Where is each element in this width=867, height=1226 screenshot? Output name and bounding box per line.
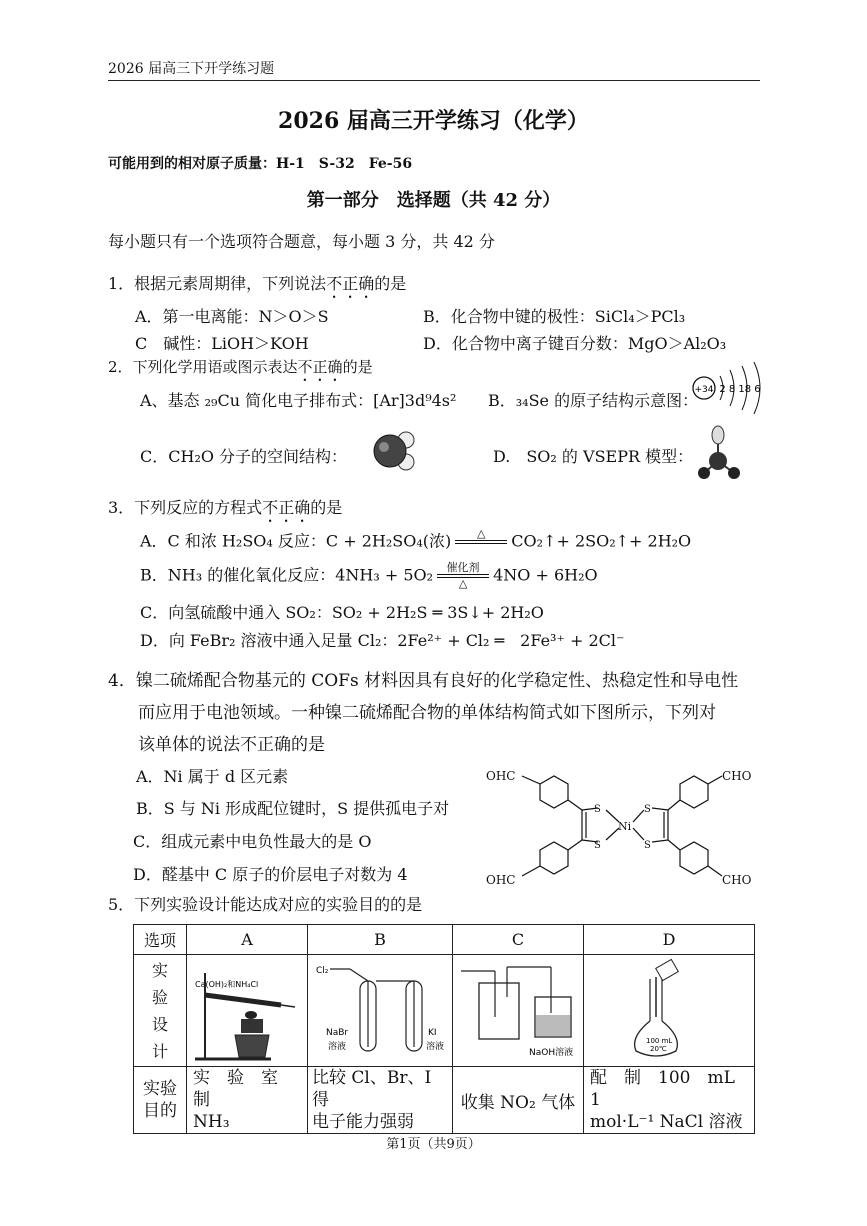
q1-option-b: B．化合物中键的极性：SiCl₄＞PCl₃ xyxy=(423,307,686,326)
table-header-d: D xyxy=(584,925,755,955)
design-label-char-4: 计 xyxy=(151,1041,168,1061)
apparatus-a-cell xyxy=(187,955,308,1067)
q3-a-condition: △ xyxy=(477,527,486,540)
q4-option-a: A．Ni 属于 d 区元素 xyxy=(136,767,289,786)
ammonia-prep-apparatus xyxy=(191,957,303,1063)
q3-a-reactants: A．C 和浓 H₂SO₄ 反应：C + 2H₂SO₄(浓) xyxy=(140,531,452,551)
q4-option-c: C．组成元素中电负性最大的是 O xyxy=(133,832,372,851)
naoh-label: NaOH溶液 xyxy=(529,1048,574,1058)
table-header-option: 选项 xyxy=(134,925,187,955)
ohc-label-top: OHC xyxy=(486,769,516,783)
q5-options-table xyxy=(133,924,755,1134)
q3-b-catalyst: 催化剂 xyxy=(446,561,480,574)
no2-collection-apparatus xyxy=(455,957,581,1063)
q3-a-condition-arrow xyxy=(455,528,507,556)
q3-stem-emph: 不正确 xyxy=(262,498,311,517)
design-label-char-1: 实 xyxy=(151,960,168,980)
apparatus-c-cell xyxy=(453,955,584,1067)
q2-option-a: A、基态 ₂₉Cu 简化电子排布式：[Ar]3d⁹4s² xyxy=(140,391,457,410)
page-footer: 第1页（共9页） xyxy=(386,1137,481,1152)
q3-option-d: D．向 FeBr₂ 溶液中通入足量 Cl₂：2Fe²⁺ + Cl₂ ═ 2Fe³⁺ + 2Cl⁻ xyxy=(140,631,625,650)
ch2o-model-icon xyxy=(368,428,422,474)
cho-label-bottom: CHO xyxy=(722,873,752,887)
purpose-c xyxy=(453,1067,584,1134)
cho-label-top: CHO xyxy=(722,769,752,783)
table-header-row xyxy=(134,925,755,955)
volumetric-flask-apparatus xyxy=(610,957,720,1063)
q3-b-reactants: B．NH₃ 的催化氧化反应：4NH₃ + 5O₂ xyxy=(140,565,434,585)
part1-heading: 第一部分 选择题（共 42 分） xyxy=(306,190,561,211)
cl2-label: Cl₂ xyxy=(316,966,329,976)
table-label-design xyxy=(134,955,187,1067)
table-row-purpose xyxy=(134,1067,755,1134)
ki-solution-label: 溶液 xyxy=(426,1042,445,1052)
q4-option-b: B．S 与 Ni 形成配位键时，S 提供孤电子对 xyxy=(136,799,450,818)
se-nucleus-label: +34 xyxy=(694,385,714,395)
q4-stem-line3: 该单体的说法不正确的是 xyxy=(138,735,325,755)
q3-stem-post: 的是 xyxy=(310,498,343,517)
q3-option-c: C．向氢硫酸中通入 SO₂：SO₂ + 2H₂S ═ 3S↓+ 2H₂O xyxy=(140,603,544,622)
part1-instructions: 每小题只有一个选项符合题意，每小题 3 分，共 42 分 xyxy=(108,232,495,251)
q2-option-c: C．CH₂O 分子的空间结构： xyxy=(140,447,348,466)
s-label-3: S xyxy=(644,804,651,815)
q1-stem-pre: 1．根据元素周期律，下列说法 xyxy=(108,274,327,293)
ohc-label-bottom: OHC xyxy=(486,873,516,887)
q3-option-a xyxy=(140,528,691,556)
table-header-a: A xyxy=(187,925,308,955)
table-header-b: B xyxy=(308,925,453,955)
q5-stem: 5．下列实验设计能达成对应的实验目的的是 xyxy=(108,895,423,914)
s-label-1: S xyxy=(594,804,601,815)
q3-b-heat: △ xyxy=(458,577,468,590)
purpose-c-line-1: 收集 NO₂ 气体 xyxy=(460,1092,576,1113)
q1-option-d: D．化合物中离子键百分数：MgO＞Al₂O₃ xyxy=(423,334,727,353)
apparatus-b-cell xyxy=(308,955,453,1067)
ni-label: Ni xyxy=(618,820,632,833)
q1-option-a: A．第一电离能：N＞O＞S xyxy=(135,307,329,326)
q2-stem-emph: 不正确 xyxy=(297,358,343,376)
purpose-d-line-1: 配 制 100 mL 1 xyxy=(590,1068,752,1110)
s-label-4: S xyxy=(644,840,651,851)
nabr-solution-label: 溶液 xyxy=(328,1042,347,1052)
ki-label: KI xyxy=(428,1028,437,1038)
q3-stem xyxy=(108,495,342,526)
flask-temp-label: 20℃ xyxy=(650,1045,667,1053)
apparatus-d-cell xyxy=(584,955,755,1067)
purpose-d xyxy=(584,1067,755,1134)
purpose-d-line-2: mol·L⁻¹ NaCl 溶液 xyxy=(590,1112,743,1132)
q4-option-d: D．醛基中 C 原子的价层电子对数为 4 xyxy=(133,865,408,884)
q3-b-condition-arrow xyxy=(437,562,489,590)
header-rule xyxy=(108,80,760,81)
q4-stem-line1: 4．镍二硫烯配合物基元的 COFs 材料因具有良好的化学稳定性、热稳定性和导电性 xyxy=(108,671,739,691)
nabr-label: NaBr xyxy=(326,1028,349,1038)
q3-a-products: CO₂↑+ 2SO₂↑+ 2H₂O xyxy=(511,531,692,551)
se-shell-counts: 2 8 18 6 xyxy=(719,384,761,395)
running-header: 2026 届高三下开学练习题 xyxy=(108,61,275,77)
se-atom-structure-diagram xyxy=(690,362,770,422)
q3-option-b xyxy=(140,562,598,590)
exam-title: 2026 届高三开学练习（化学） xyxy=(278,108,589,134)
q3-stem-pre: 3．下列反应的方程式 xyxy=(108,498,263,517)
atomic-masses: 可能用到的相对原子质量：H-1 S-32 Fe-56 xyxy=(108,156,413,172)
so2-vsepr-model-icon xyxy=(698,425,742,483)
table-label-purpose xyxy=(134,1067,187,1134)
s-label-2: S xyxy=(594,840,601,851)
q1-stem-post: 的是 xyxy=(374,274,407,293)
apparatus-a-label: Ca(OH)₂和NH₄Cl xyxy=(195,980,259,989)
purpose-a-line-1: 实 验 室 制 xyxy=(193,1068,295,1110)
purpose-a-line-2: NH₃ xyxy=(193,1112,230,1132)
flask-volume-label: 100 mL xyxy=(646,1037,673,1045)
q2-option-d: D. SO₂ 的 VSEPR 模型： xyxy=(493,447,694,466)
table-header-c: C xyxy=(453,925,584,955)
table-row-design xyxy=(134,955,755,1067)
design-label-char-3: 设 xyxy=(151,1014,168,1034)
purpose-label-line-2: 目的 xyxy=(143,1101,177,1121)
purpose-b-line-1: 比较 Cl、Br、I 得 xyxy=(312,1068,432,1110)
q2-stem-pre: 2．下列化学用语或图示表达 xyxy=(108,358,298,376)
purpose-b xyxy=(308,1067,453,1134)
halogen-comparison-apparatus xyxy=(310,957,450,1063)
purpose-label-line-1: 实验 xyxy=(143,1079,177,1099)
q1-option-c: C 碱性：LiOH＞KOH xyxy=(135,334,309,353)
nickel-dithiolene-structure xyxy=(482,762,762,890)
q1-stem xyxy=(108,271,406,302)
purpose-a xyxy=(187,1067,308,1134)
q1-stem-emph: 不正确 xyxy=(326,274,375,293)
design-label-char-2: 验 xyxy=(151,987,168,1007)
purpose-b-line-2: 电子能力强弱 xyxy=(312,1112,414,1132)
q4-stem-line2: 而应用于电池领域。一种镍二硫烯配合物的单体结构简式如下图所示，下列对 xyxy=(138,703,716,723)
q2-stem-post: 的是 xyxy=(342,358,373,376)
q3-b-products: 4NO + 6H₂O xyxy=(493,565,598,585)
q2-stem xyxy=(108,356,373,385)
q2-option-b: B．₃₄Se 的原子结构示意图： xyxy=(488,391,699,410)
